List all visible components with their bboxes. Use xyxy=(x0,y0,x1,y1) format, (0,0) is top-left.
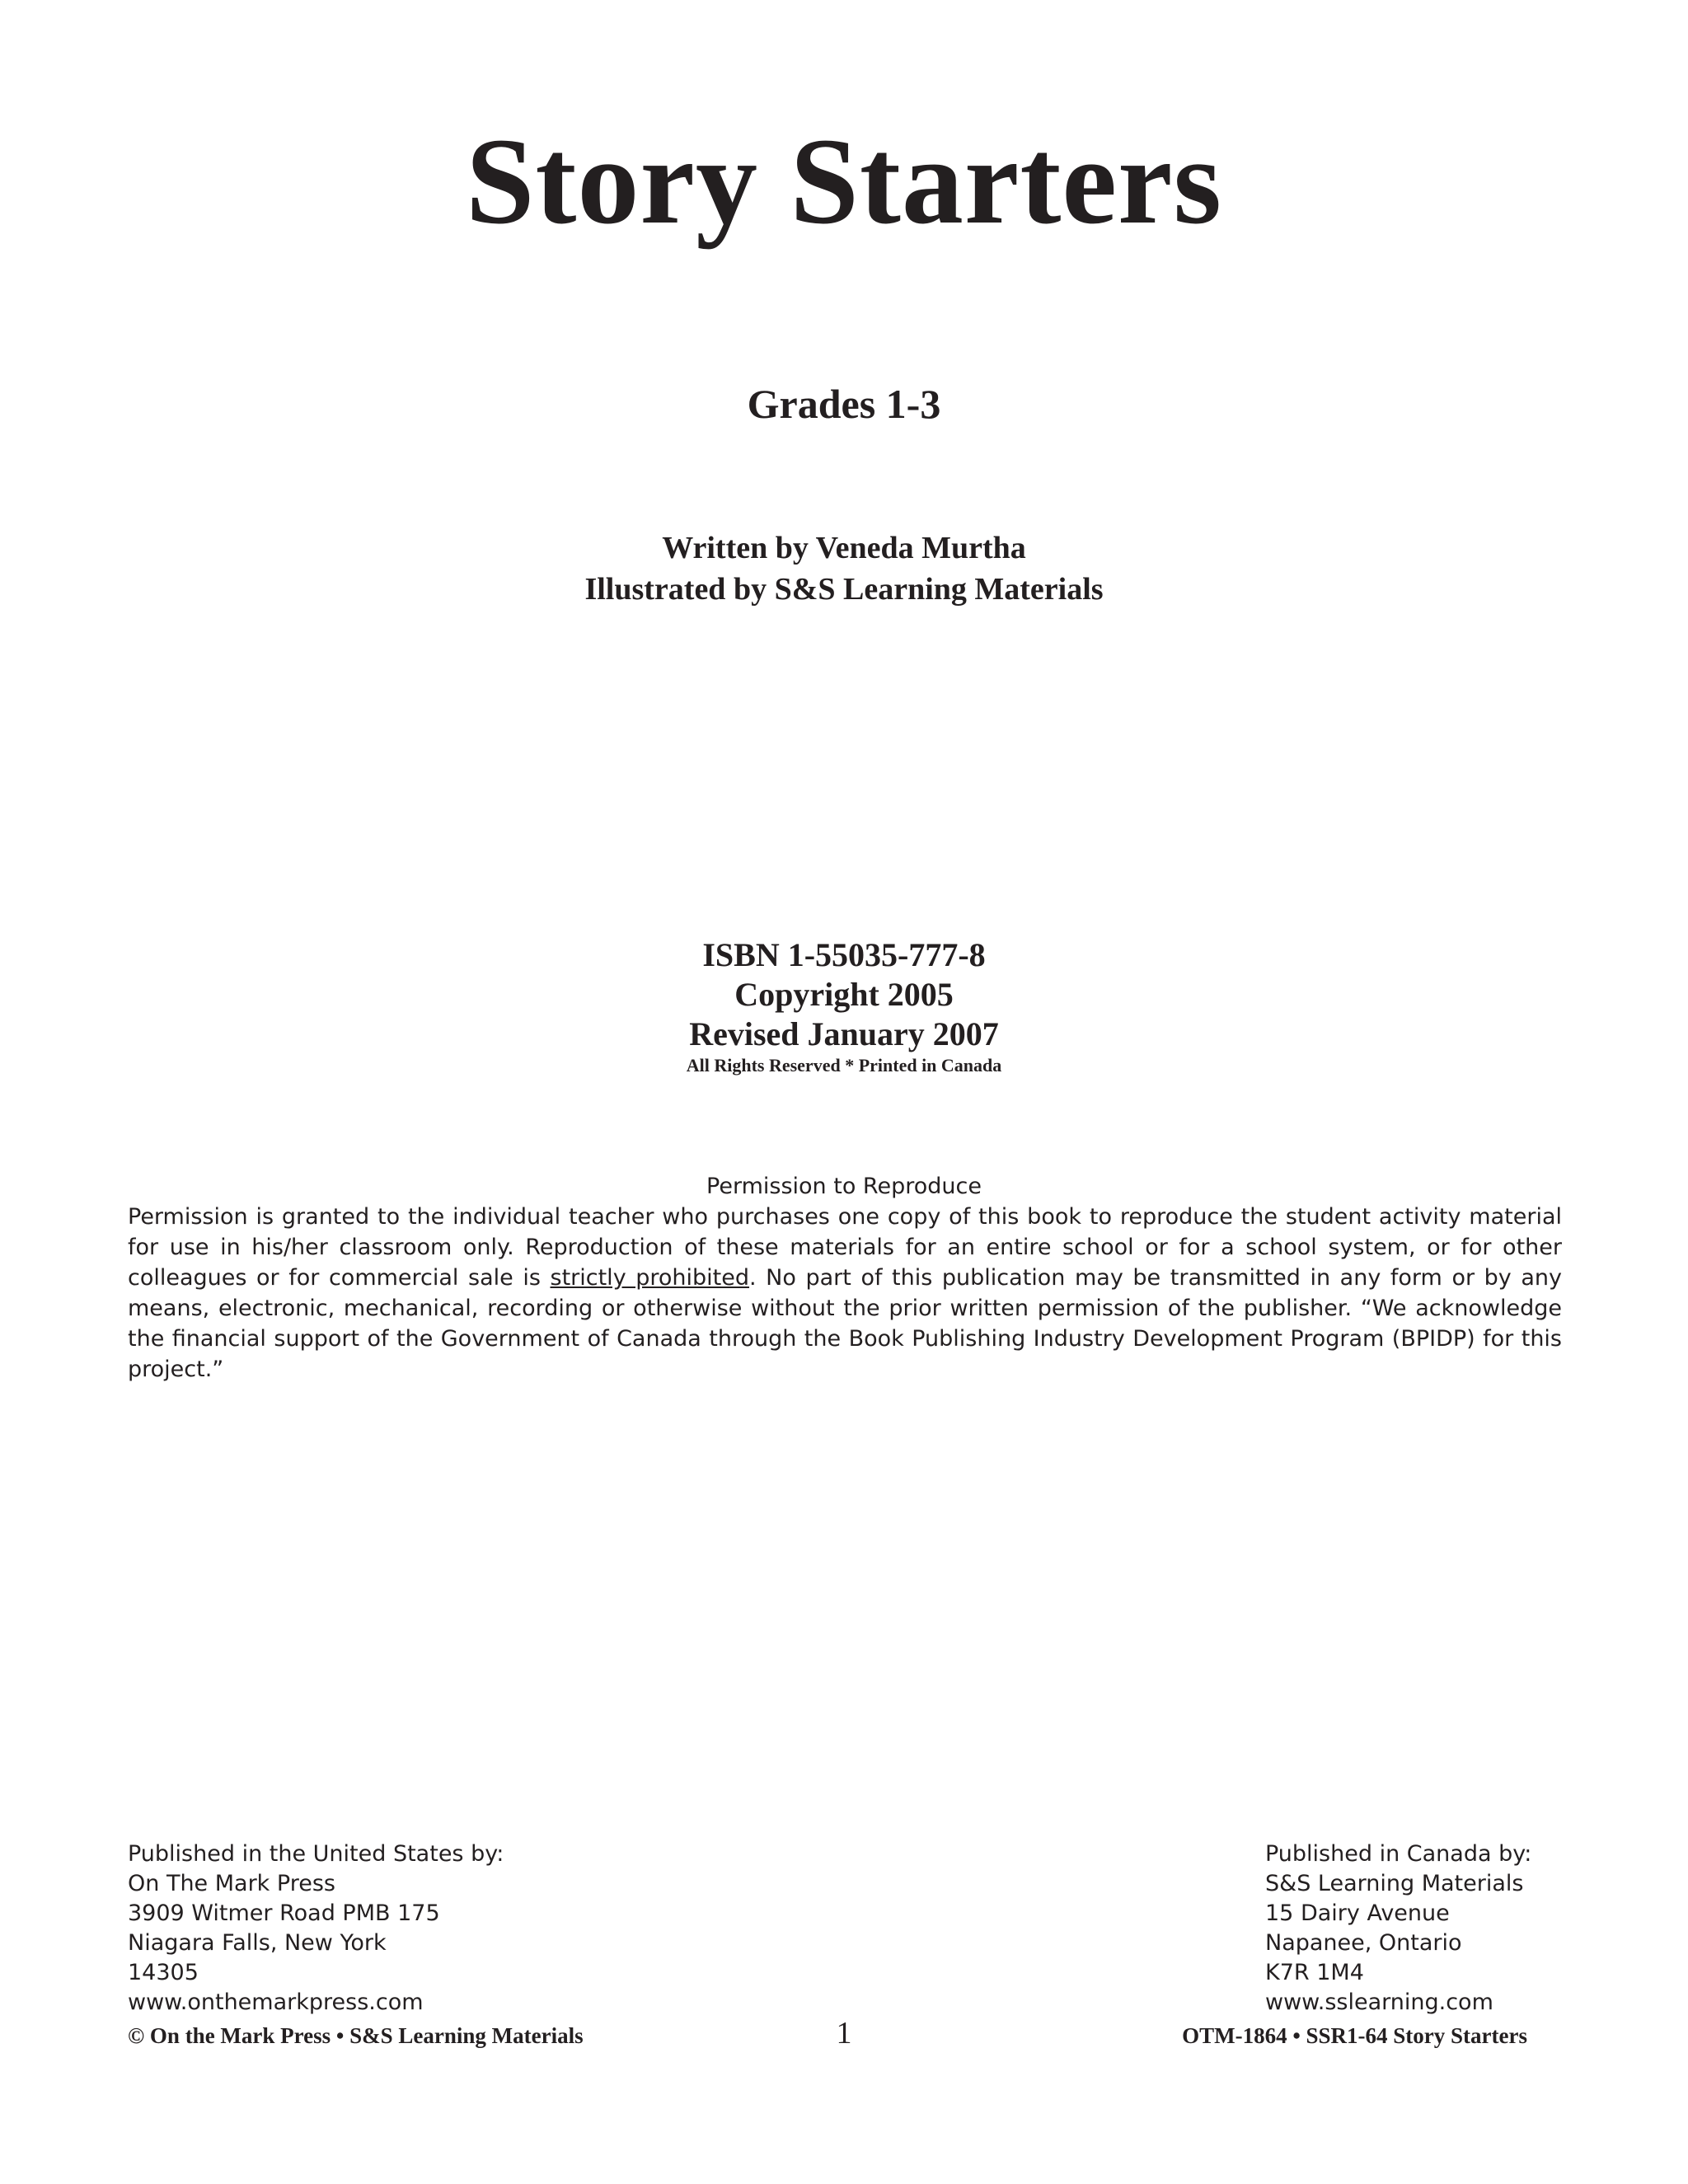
strictly-prohibited-emphasis: strictly prohibited xyxy=(550,1265,750,1291)
rights-notice: All Rights Reserved * Printed in Canada xyxy=(686,1055,1002,1076)
footer-copyright: © On the Mark Press • S&S Learning Materials xyxy=(128,2023,584,2048)
revision-date: Revised January 2007 xyxy=(689,1015,999,1052)
footer-product-code: OTM-1864 • SSR1-64 Story Starters xyxy=(1182,2023,1527,2048)
canada-publisher-city: Napanee, Ontario xyxy=(1265,1930,1462,1956)
copyright: Copyright 2005 xyxy=(734,976,954,1013)
book-title: Story Starters xyxy=(466,113,1222,250)
canada-publisher-website[interactable]: www.sslearning.com xyxy=(1265,1990,1493,2015)
isbn: ISBN 1-55035-777-8 xyxy=(702,936,986,973)
canada-publisher-block xyxy=(1265,1840,1531,2018)
canada-publisher-heading: Published in Canada by: xyxy=(1265,1841,1532,1867)
us-publisher-postal: 14305 xyxy=(128,1960,199,1985)
us-publisher-heading: Published in the United States by: xyxy=(128,1841,504,1867)
us-publisher-name: On The Mark Press xyxy=(128,1871,335,1896)
permission-heading: Permission to Reproduce xyxy=(706,1174,982,1199)
us-publisher-street: 3909 Witmer Road PMB 175 xyxy=(128,1900,440,1926)
permission-text-end: . No part of this publication may be transmitted in any form or by any means, electronic, mechanical, recording or otherwise without the prior written permission of the publisher. “We acknowledge the financial support of the Government of Canada through the Book Publishing Industry Development Program (BPIDP) for this project.” xyxy=(128,1265,1562,1382)
canada-publisher-street: 15 Dairy Avenue xyxy=(1265,1900,1450,1926)
author-credit: Written by Veneda Murtha xyxy=(662,531,1026,565)
permission-paragraph xyxy=(128,1202,1562,1385)
canada-publisher-name: S&S Learning Materials xyxy=(1265,1871,1524,1896)
grade-level: Grades 1-3 xyxy=(747,381,941,427)
publication-info xyxy=(0,935,1688,1077)
us-publisher-website[interactable]: www.onthemarkpress.com xyxy=(128,1990,424,2015)
us-publisher-block xyxy=(128,1840,504,2018)
permission-text-start: Permission is granted to the individual teacher who purchases one copy of this book to reproduce the student activity material for use in his/her classroom only. Reproduction of these materials for an entire school or for a school system, or for other colleagues or for commercial sale is xyxy=(128,1204,1562,1291)
credits xyxy=(0,527,1688,610)
illustrator-credit: Illustrated by S&S Learning Materials xyxy=(584,572,1104,607)
us-publisher-city: Niagara Falls, New York xyxy=(128,1930,387,1956)
page-number: 1 xyxy=(836,2016,852,2050)
canada-publisher-postal: K7R 1M4 xyxy=(1265,1960,1364,1985)
